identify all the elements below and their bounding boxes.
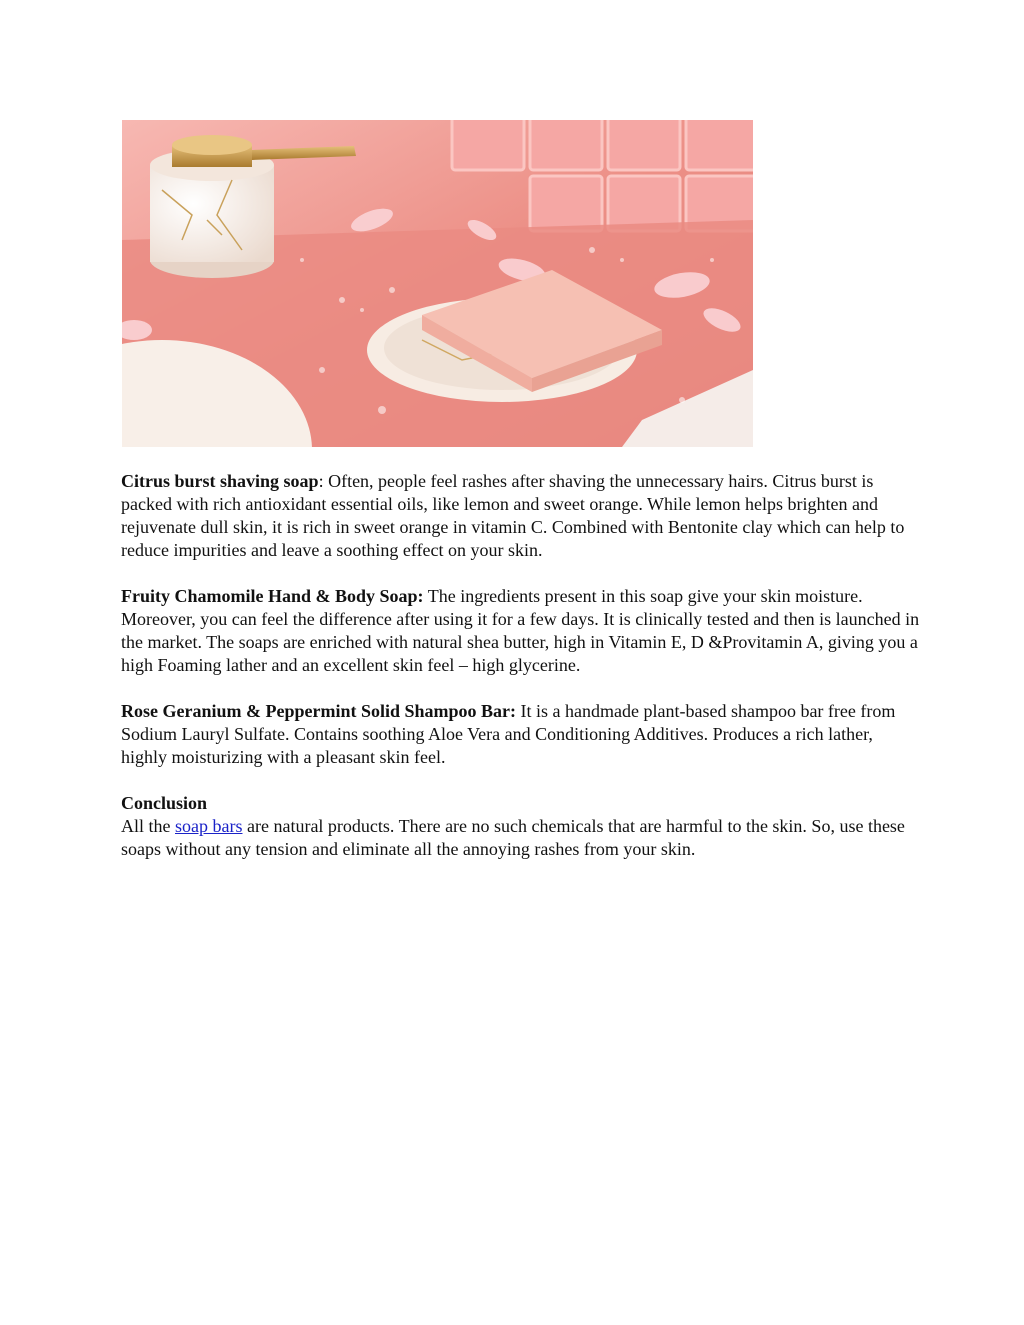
- conclusion-text-before: All the: [121, 816, 175, 836]
- conclusion-text-after: are natural products. There are no such chemicals that are harmful to the skin. So, use these soaps without any tension and eliminate all the annoying rashes from your skin.: [121, 816, 905, 859]
- section-conclusion: [121, 792, 921, 861]
- section-body: The ingredients present in this soap give your skin moisture. Moreover, you can feel the difference after using it for a few days. It is clinically tested and then is launched in the market. The soaps are enriched with natural shea butter, high in Vitamin E, D &Provitamin A, giving you a high Foaming lather and an excellent skin feel – high glycerine.: [121, 586, 920, 675]
- section-body: Often, people feel rashes after shaving the unnecessary hairs. Citrus burst is packed with rich antioxidant essential oils, like lemon and sweet orange. While lemon helps brighten and rejuvenate dull skin, it is rich in sweet orange in vitamin C. Combined with Bentonite clay which can help to reduce impurities and leave a soothing effect on your skin.: [121, 471, 905, 560]
- soap-bars-link[interactable]: soap bars: [175, 816, 243, 836]
- section-title: Citrus burst shaving soap: [121, 471, 319, 491]
- soap-photo: [122, 120, 753, 447]
- soap-photo-icon: [122, 120, 753, 447]
- conclusion-heading: Conclusion: [121, 793, 208, 813]
- section-title: Fruity Chamomile Hand & Body Soap:: [121, 586, 424, 606]
- section-separator: :: [318, 471, 324, 491]
- article-body: [121, 470, 921, 884]
- section-body: It is a handmade plant-based shampoo bar free from Sodium Lauryl Sulfate. Contains soothing Aloe Vera and Conditioning Additives. Produces a rich lather, highly moisturizing with a pleasant skin feel.: [121, 701, 896, 767]
- section-fruity-chamomile: [121, 585, 921, 677]
- section-citrus-burst: [121, 470, 921, 562]
- section-rose-geranium: [121, 700, 921, 769]
- section-title: Rose Geranium & Peppermint Solid Shampoo Bar:: [121, 701, 517, 721]
